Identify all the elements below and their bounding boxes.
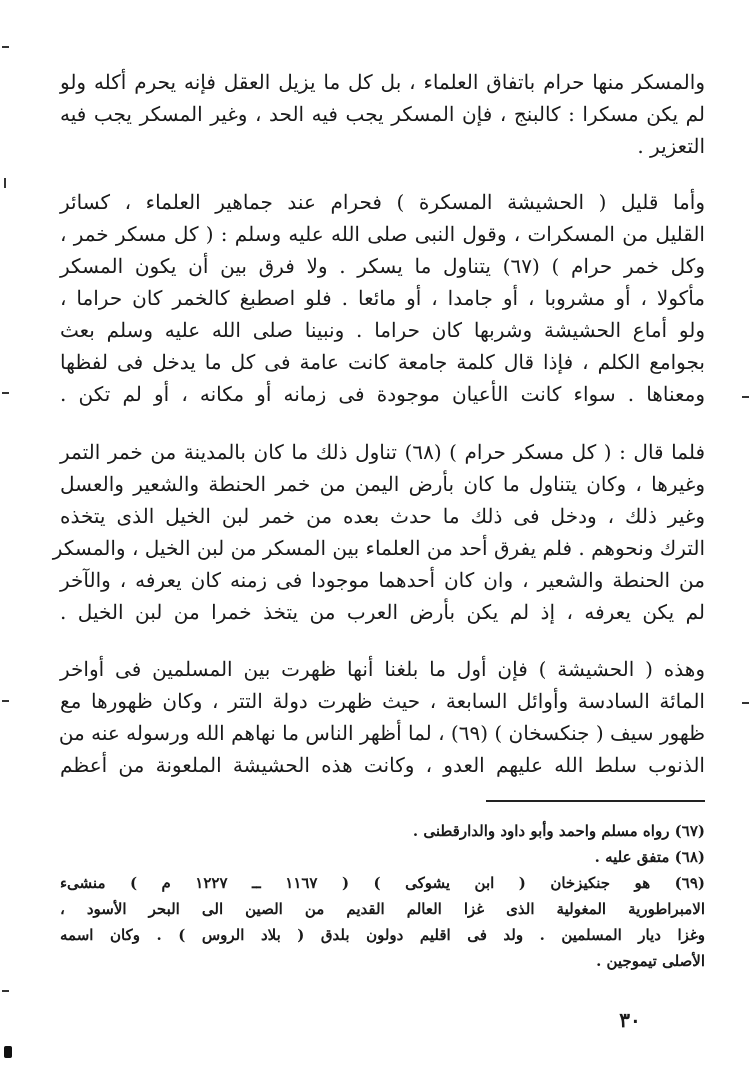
text-line: وغير ذلك ، ودخل فى ذلك ما حدث بعده من خمر لبن الخيل الذى يتخذه (60, 504, 705, 528)
scan-mark (742, 396, 749, 398)
paragraph-4 (60, 653, 705, 781)
text-line: القليل من المسكرات ، وقول النبى صلى الله عليه وسلم : ( كل مسكر خمر ، (60, 222, 705, 246)
page-number: ٣٠ (619, 1008, 641, 1032)
text-line: التعزير . (637, 134, 705, 158)
paragraph-2 (60, 186, 705, 410)
footnote-69-continued: الامبراطورية المغولية الذى غزا العالم القديم من الصين الى البحر الأسود ، (60, 900, 705, 918)
text-line: وهذه ( الحشيشة ) فإن أول ما بلغنا أنها ظهرت بين المسلمين فى أواخر (60, 657, 705, 681)
scan-mark (2, 990, 9, 992)
scan-mark (742, 702, 749, 704)
footnote-68: (٦٨) متفق عليه . (594, 848, 705, 866)
text-line: الترك ونحوهم . فلم يفرق أحد من العلماء بين المسكر من لبن الخيل ، والمسكر (52, 536, 705, 560)
text-line: ظهور سيف ( جنكسخان ) (٦٩) ، لما أظهر الناس ما نهاهم الله ورسوله عنه من (58, 721, 705, 745)
scan-mark (2, 700, 9, 702)
footnote-69-continued: الأصلى تيموجين . (596, 952, 705, 970)
footnote-67: (٦٧) رواه مسلم واحمد وأبو داود والدارقطنى . (412, 822, 705, 840)
text-line: ولو أماع الحشيشة وشربها كان حراما . ونبينا صلى الله عليه وسلم بعث (60, 318, 705, 342)
scan-mark (2, 392, 9, 394)
text-line: فلما قال : ( كل مسكر حرام ) (٦٨) تناول ذلك ما كان بالمدينة من خمر التمر (60, 440, 705, 464)
paragraph-3 (52, 436, 705, 628)
text-line: من الحنطة والشعير ، وان كان أحدهما موجودا فى زمنه كان يعرفه ، والآخر (60, 568, 705, 592)
text-line: بجوامع الكلم ، فإذا قال كلمة جامعة كانت عامة فى كل ما يدخل فى لفظها (60, 350, 705, 374)
footnote-divider (486, 800, 705, 802)
paragraph-1 (60, 66, 705, 162)
footnotes (60, 818, 705, 974)
text-line: مأكولا ، أو مشروبا ، أو جامدا ، أو مائعا . فلو اصطبغ كالخمر كان حراما ، (60, 286, 705, 310)
text-line: وكل خمر حرام ) (٦٧) يتناول ما يسكر . ولا فرق بين أن يكون المسكر (60, 254, 705, 278)
footnote-69-continued: وغزا ديار المسلمين . ولد فى اقليم دولون بلدق ( بلاد الروس ) . وكان اسمه (60, 926, 705, 944)
text-line: ومعناها . سواء كانت الأعيان موجودة فى زمانه أو مكانه ، أو لم تكن . (60, 382, 705, 406)
text-line: المائة السادسة وأوائل السابعة ، حيث ظهرت دولة التتر ، وكان ظهورها مع (60, 689, 705, 713)
scan-corner-mark (4, 1046, 12, 1058)
text-line: الذنوب سلط الله عليهم العدو ، وكانت هذه الحشيشة الملعونة من أعظم (60, 753, 705, 777)
text-line: والمسكر منها حرام باتفاق العلماء ، بل كل ما يزيل العقل فإنه يحرم أكله ولو (60, 70, 705, 94)
text-line: لم يكن يعرفه ، إذ لم يكن بأرض العرب من يتخذ خمرا من لبن الخيل . (60, 600, 705, 624)
scan-mark (2, 46, 9, 48)
footnote-69: (٦٩) هو جنكيزخان ( ابن يشوكى ) ( ١١٦٧ ــ ١٢٢٧ م ) منشىء (60, 874, 705, 892)
text-line: وأما قليل ( الحشيشة المسكرة ) فحرام عند جماهير العلماء ، كسائر (60, 190, 705, 214)
text-line: وغيرها ، وكان يتناول ما كان بأرض اليمن من خمر الحنطة والشعير والعسل (60, 472, 705, 496)
scan-mark (4, 178, 6, 188)
text-line: لم يكن مسكرا : كالبنج ، فإن المسكر يجب فيه الحد ، وغير المسكر يجب فيه (60, 102, 705, 126)
